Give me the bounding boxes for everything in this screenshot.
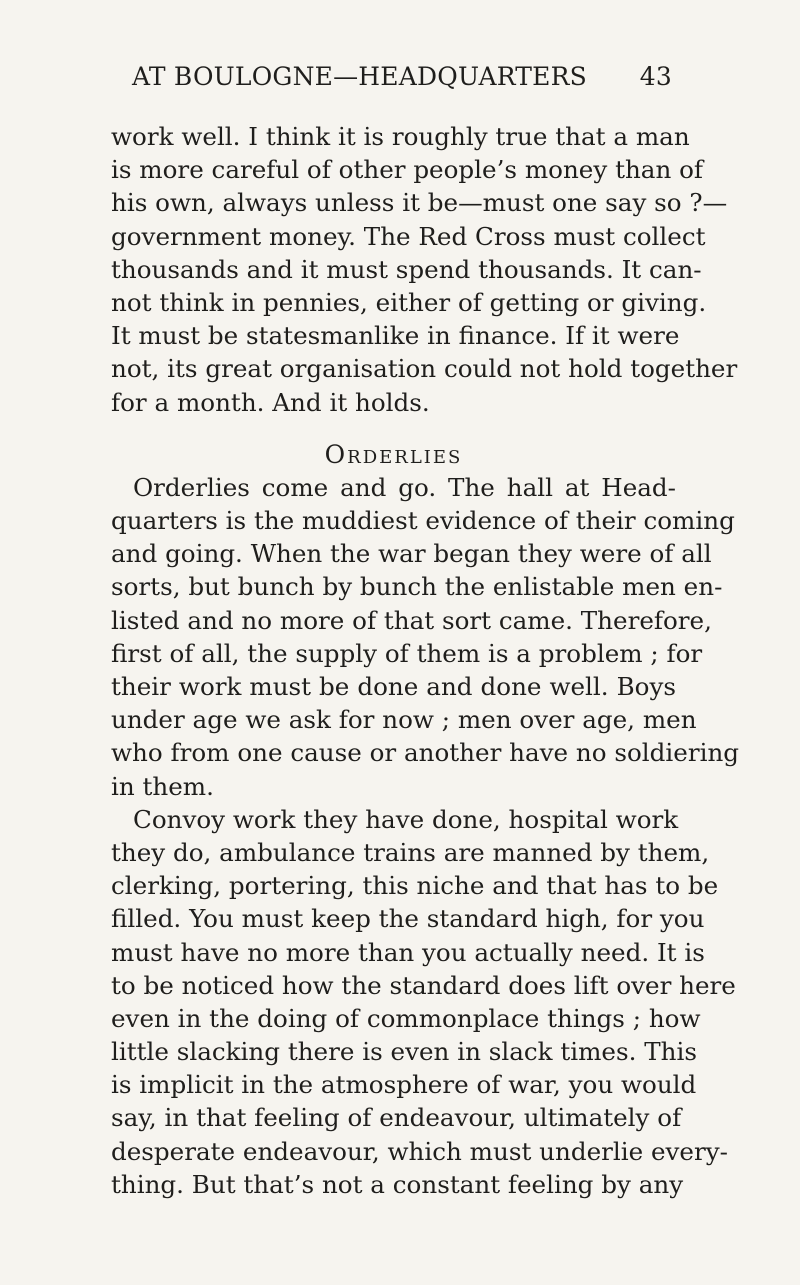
text-line: to be noticed how the standard does lift over here bbox=[111, 970, 736, 1000]
text-line: who from one cause or another have no soldiering bbox=[111, 738, 740, 768]
text-line: thousands and it must spend thousands. It can- bbox=[111, 254, 702, 284]
text-line: under age we ask for now ; men over age, men bbox=[111, 705, 697, 735]
text-line: government money. The Red Cross must collect bbox=[111, 221, 706, 251]
text-line: listed and no more of that sort came. Therefore, bbox=[111, 605, 712, 635]
text-line: and going. When the war began they were of all bbox=[111, 539, 712, 569]
text-line: even in the doing of commonplace things ; how bbox=[111, 1003, 701, 1033]
text-line: is implicit in the atmosphere of war, you would bbox=[111, 1070, 697, 1100]
text-line: work well. I think it is roughly true that a man bbox=[111, 122, 690, 151]
text-line: thing. But that’s not a constant feeling by any bbox=[111, 1169, 684, 1199]
paragraph-3 bbox=[111, 803, 736, 1201]
text-line: little slacking there is even in slack times. This bbox=[111, 1037, 697, 1067]
text-line: for a month. And it holds. bbox=[111, 387, 430, 417]
text-line: It must be statesmanlike in finance. If it were bbox=[111, 321, 680, 351]
paragraph-2 bbox=[111, 471, 740, 803]
body-text bbox=[111, 120, 740, 1201]
text-line: filled. You must keep the standard high, for you bbox=[111, 904, 705, 934]
text-line: clerking, portering, this niche and that has to be bbox=[111, 871, 719, 901]
text-line: in them. bbox=[111, 771, 214, 801]
text-line: sorts, but bunch by bunch the enlistable men en- bbox=[111, 572, 723, 602]
text-line: they do, ambulance trains are manned by them, bbox=[111, 837, 710, 867]
section-heading: Orderlies bbox=[324, 439, 463, 469]
text-line: Convoy work they have done, hospital work bbox=[133, 804, 679, 834]
running-head bbox=[132, 62, 672, 98]
text-line: not, its great organisation could not hold together bbox=[111, 354, 738, 384]
running-title: AT BOULOGNE—HEADQUARTERS bbox=[132, 62, 587, 91]
text-line: their work must be done and done well. Boys bbox=[111, 672, 676, 701]
text-line: desperate endeavour, which must underlie every- bbox=[111, 1136, 728, 1166]
text-line: first of all, the supply of them is a problem ; for bbox=[111, 638, 703, 668]
text-line: his own, always unless it be—must one say so ?— bbox=[111, 188, 728, 218]
page-number: 43 bbox=[639, 62, 672, 91]
text-line: is more careful of other people’s money than of bbox=[111, 155, 704, 185]
paragraph-1 bbox=[111, 120, 738, 419]
text-line: quarters is the muddiest evidence of their coming bbox=[111, 506, 735, 536]
text-line: say, in that feeling of endeavour, ultimately of bbox=[111, 1103, 682, 1133]
text-line: must have no more than you actually need. It is bbox=[111, 937, 705, 967]
text-line: Orderlies come and go. The hall at Head- bbox=[133, 472, 676, 502]
text-line: not think in pennies, either of getting or giving. bbox=[111, 287, 707, 317]
